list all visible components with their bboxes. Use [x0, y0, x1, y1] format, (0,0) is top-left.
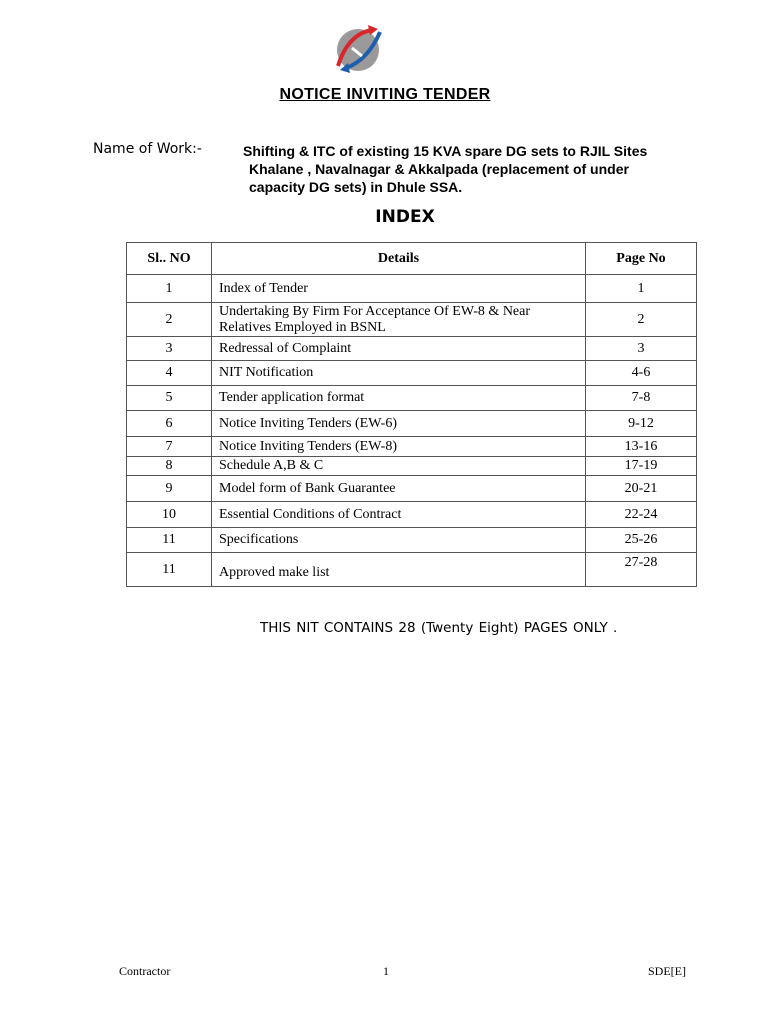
row-number: 2 [127, 303, 212, 337]
column-header-details: Details [212, 243, 586, 275]
work-description [243, 142, 713, 196]
table-row [127, 386, 697, 411]
row-number: 11 [127, 553, 212, 587]
table-row [127, 361, 697, 386]
row-number: 5 [127, 386, 212, 411]
column-header-page-no: Page No [586, 243, 697, 275]
row-page: 20-21 [586, 476, 697, 502]
footer-page-number: 1 [383, 964, 389, 978]
row-details: Specifications [212, 528, 586, 553]
row-number: 6 [127, 411, 212, 437]
row-number: 10 [127, 502, 212, 528]
bsnl-logo-icon [328, 22, 388, 74]
table-row [127, 275, 697, 303]
table-row [127, 411, 697, 437]
work-line-3: capacity DG sets) in Dhule SSA. [249, 179, 463, 195]
row-page: 4-6 [586, 361, 697, 386]
row-number: 4 [127, 361, 212, 386]
row-details: Index of Tender [212, 275, 586, 303]
row-details: Undertaking By Firm For Acceptance Of EW-8 & Near Relatives Employed in BSNL [212, 303, 586, 337]
work-line-2: Khalane , Navalnagar & Akkalpada (replacement of under [249, 161, 629, 177]
row-page: 9-12 [586, 411, 697, 437]
row-number: 8 [127, 457, 212, 476]
row-page: 13-16 [586, 437, 697, 457]
table-row [127, 437, 697, 457]
row-page: 25-26 [586, 528, 697, 553]
table-header-row [127, 243, 697, 275]
row-details: Notice Inviting Tenders (EW-8) [212, 437, 586, 457]
row-number: 7 [127, 437, 212, 457]
row-details: Schedule A,B & C [212, 457, 586, 476]
work-line-1: Shifting & ITC of existing 15 KVA spare DG sets to RJIL Sites [243, 143, 648, 159]
row-details: Tender application format [212, 386, 586, 411]
work-label: Name of Work:- [93, 141, 202, 157]
footer-sde: SDE[E] [648, 964, 686, 978]
table-row [127, 528, 697, 553]
row-number: 9 [127, 476, 212, 502]
column-header-sl-no: Sl.. NO [127, 243, 212, 275]
table-row [127, 476, 697, 502]
row-details: Approved make list [212, 553, 586, 587]
row-details: NIT Notification [212, 361, 586, 386]
table-row [127, 303, 697, 337]
row-page: 27-28 [586, 553, 697, 587]
row-page: 3 [586, 337, 697, 361]
row-details: Essential Conditions of Contract [212, 502, 586, 528]
footer-contractor: Contractor [119, 964, 171, 978]
row-page: 7-8 [586, 386, 697, 411]
table-row [127, 457, 697, 476]
table-row [127, 502, 697, 528]
row-details: Notice Inviting Tenders (EW-6) [212, 411, 586, 437]
table-row [127, 553, 697, 587]
row-number: 11 [127, 528, 212, 553]
table-row [127, 337, 697, 361]
row-page: 1 [586, 275, 697, 303]
page-count-note: THIS NIT CONTAINS 28 (Twenty Eight) PAGES ONLY . [260, 620, 618, 636]
row-page: 2 [586, 303, 697, 337]
row-number: 1 [127, 275, 212, 303]
index-table [126, 242, 697, 587]
row-details: Model form of Bank Guarantee [212, 476, 586, 502]
row-page: 17-19 [586, 457, 697, 476]
page-title: NOTICE INVITING TENDER [279, 86, 491, 103]
index-heading: INDEX [375, 207, 435, 227]
row-page: 22-24 [586, 502, 697, 528]
row-number: 3 [127, 337, 212, 361]
row-details: Redressal of Complaint [212, 337, 586, 361]
